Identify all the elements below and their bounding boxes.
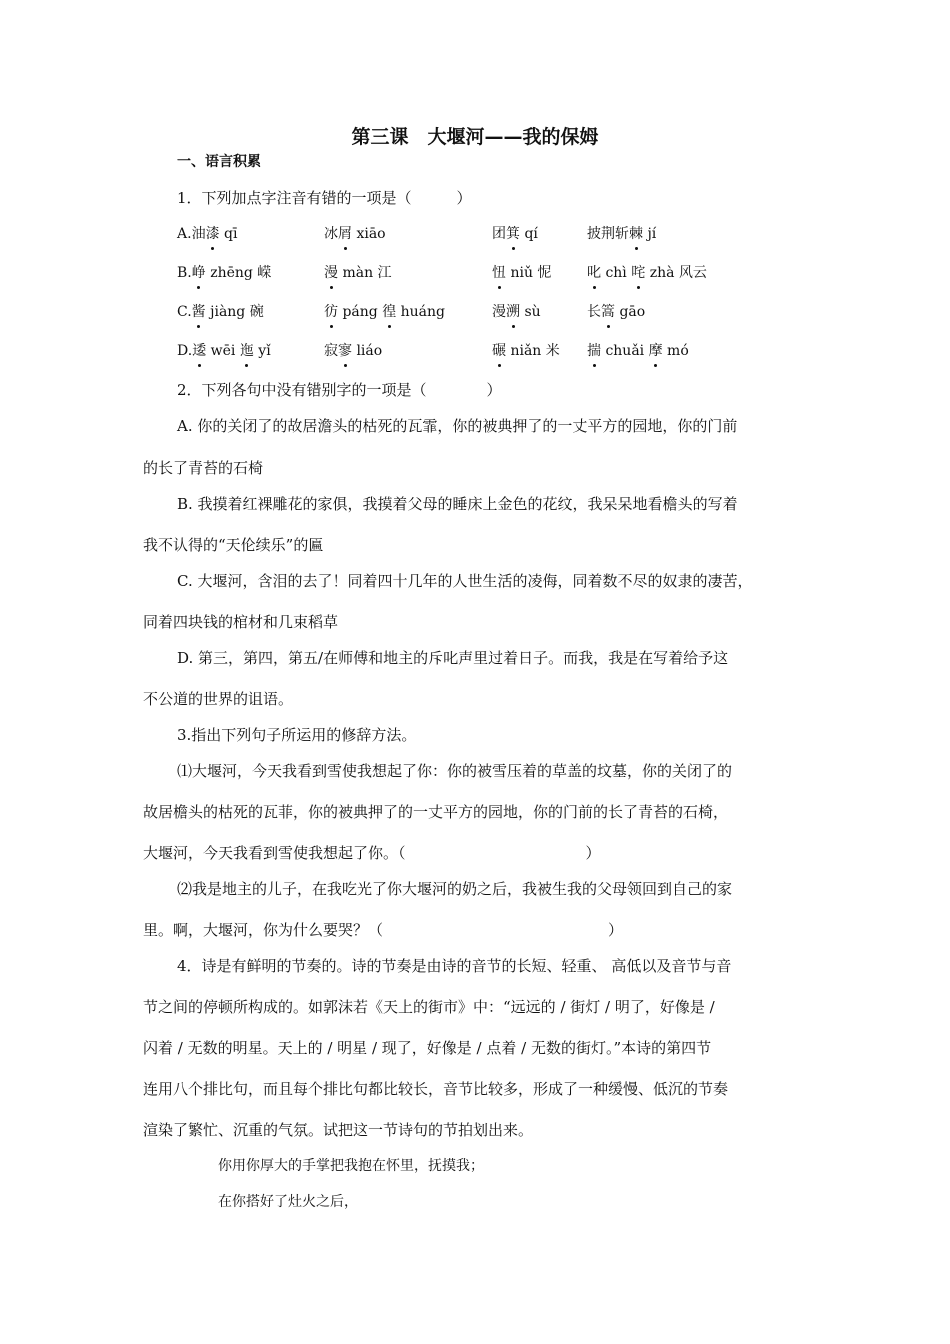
option-c-item-4 [587, 302, 645, 322]
question-4-line-2: 节之间的停顿所构成的。如郭沫若《天上的街市》中：“远远的 / 街灯 / 明了，好像是 / [143, 998, 715, 1016]
option-d-item-4 [587, 341, 689, 361]
dotted-character: 漆 [205, 226, 220, 242]
option-pinyin: zhēng 嵘 [205, 265, 272, 281]
option-c-item-3 [492, 302, 541, 322]
option-pinyin: gāo [615, 304, 646, 320]
question-2-stem: 2．下列各句中没有错别字的一项是（ ） [177, 381, 502, 399]
question-4-line-5: 渲染了繁忙、沉重的气氛。试把这一节诗句的节拍划出来。 [143, 1121, 534, 1139]
page-title: 第三课 大堰河——我的保姆 [351, 126, 599, 148]
option-label: B. [177, 265, 192, 281]
question-2-option-d: D. 第三，第四，第五/在师傅和地主的斥叱声里过着日子。而我，我是在写着给予这 [177, 649, 729, 667]
option-pinyin: yǐ [253, 343, 271, 359]
question-2-option-c-cont: 同着四块钱的棺材和几束稻草 [143, 613, 339, 631]
dotted-character: 屑 [338, 226, 352, 242]
question-2-option-d-cont: 不公道的世界的诅语。 [143, 690, 294, 708]
question-2-option-b-cont: 我不认得的“天伦续乐”的匾 [143, 536, 324, 554]
dotted-character: 箕 [506, 226, 520, 242]
poem-line-1: 你用你厚大的手掌把我抱在怀里，抚摸我； [218, 1158, 484, 1174]
option-a-item-3 [492, 224, 538, 244]
option-pinyin: màn 江 [338, 265, 392, 281]
option-text: 油 [191, 226, 206, 242]
option-pinyin: niǔ 怩 [506, 265, 552, 281]
option-pinyin: chuǎi [601, 343, 649, 359]
dotted-character: 揣 [587, 343, 601, 359]
option-label: D. [177, 343, 193, 359]
dotted-character: 迤 [239, 343, 254, 359]
question-3-sentence-1-cont: 故居檐头的枯死的瓦菲，你的被典押了的一丈平方的园地，你的门前的长了青苔的石椅， [143, 803, 729, 821]
question-2-option-c: C. 大堰河，含泪的去了！同着四十几年的人世生活的凌侮，同着数不尽的奴隶的凄苦， [177, 572, 753, 590]
option-pinyin: huáng [396, 304, 445, 320]
option-pinyin: mó [662, 343, 689, 359]
option-b-item-3 [492, 263, 551, 283]
option-pinyin: jiàng 碗 [205, 304, 264, 320]
dotted-character: 篙 [601, 304, 615, 320]
option-pinyin: wēi [206, 343, 240, 359]
option-label: A. [177, 226, 192, 242]
option-pinyin: niǎn 米 [506, 343, 560, 359]
option-pinyin: páng [338, 304, 383, 320]
dotted-character: 峥 [191, 265, 206, 281]
dotted-character: 棘 [629, 226, 643, 242]
option-pinyin: xiāo [352, 226, 386, 242]
option-pinyin: zhà 风云 [645, 265, 707, 281]
dotted-character: 溯 [506, 304, 520, 320]
poem-line-2: 在你搭好了灶火之后， [218, 1194, 358, 1210]
option-d-item-2 [324, 341, 382, 361]
option-text: 寂 [324, 343, 338, 359]
dotted-character: 酱 [191, 304, 206, 320]
dotted-character: 寥 [338, 343, 352, 359]
option-b-item-1 [177, 263, 271, 283]
option-c-item-2 [324, 302, 445, 322]
question-3-stem: 3.指出下列句子所运用的修辞方法。 [177, 726, 417, 744]
option-a-item-4 [587, 224, 656, 244]
question-2-option-a-cont: 的长了青苔的石椅 [143, 459, 264, 477]
question-3-sentence-1: ⑴大堰河，今天我看到雪使我想起了你：你的被雪压着的草盖的坟墓，你的关闭了的 [177, 762, 733, 780]
option-text: 长 [587, 304, 601, 320]
option-pinyin: qí [520, 226, 538, 242]
option-text: 披荆斩 [587, 226, 629, 242]
section-heading: 一、语言积累 [177, 154, 261, 170]
question-3-sentence-2: ⑵我是地主的儿子，在我吃光了你大堰河的奶之后，我被生我的父母领回到自己的家 [177, 880, 733, 898]
question-3-sentence-1-end: 大堰河，今天我看到雪使我想起了你。（ ） [143, 844, 601, 862]
option-text: 漫 [492, 304, 506, 320]
option-text: 冰 [324, 226, 338, 242]
question-2-option-b: B. 我摸着红裸雕花的家俱，我摸着父母的睡床上金色的花纹，我呆呆地看檐头的写着 [177, 495, 738, 513]
dotted-character: 彷 [324, 304, 338, 320]
question-4-line-4: 连用八个排比句，而且每个排比句都比较长，音节比较多，形成了一种缓慢、低沉的节奏 [143, 1080, 729, 1098]
dotted-character: 漫 [324, 265, 338, 281]
option-pinyin: liáo [352, 343, 383, 359]
question-4-line-1: 4．诗是有鲜明的节奏的。诗的节奏是由诗的音节的长短、轻重、 高低以及音节与音 [177, 957, 732, 975]
option-c-item-1 [177, 302, 264, 322]
dotted-character: 徨 [382, 304, 397, 320]
option-d-item-1 [177, 341, 271, 361]
option-b-item-4 [587, 263, 707, 283]
question-2-option-a: A. 你的关闭了的故居澹头的枯死的瓦霏，你的被典押了的一丈平方的园地，你的门前 [177, 417, 738, 435]
option-label: C. [177, 304, 192, 320]
option-pinyin: jí [643, 226, 657, 242]
dotted-character: 碾 [492, 343, 506, 359]
question-4-line-3: 闪着 / 无数的明星。天上的 / 明星 / 现了，好像是 / 点着 / 无数的街灯。”本诗的第四节 [143, 1039, 712, 1057]
option-a-item-2 [324, 224, 386, 244]
dotted-character: 叱 [587, 265, 601, 281]
option-a-item-1 [177, 224, 237, 244]
option-pinyin: chì [601, 265, 632, 281]
dotted-character: 咤 [631, 265, 646, 281]
option-pinyin: qī [219, 226, 238, 242]
dotted-character: 忸 [492, 265, 506, 281]
dotted-character: 逶 [192, 343, 207, 359]
dotted-character: 摩 [648, 343, 663, 359]
option-text: 团 [492, 226, 506, 242]
option-pinyin: sù [520, 304, 541, 320]
option-d-item-3 [492, 341, 560, 361]
question-1-stem: 1．下列加点字注音有错的一项是（ ） [177, 189, 472, 207]
option-b-item-2 [324, 263, 392, 283]
question-3-sentence-2-end: 里。啊，大堰河，你为什么要哭？（ ） [143, 921, 624, 939]
